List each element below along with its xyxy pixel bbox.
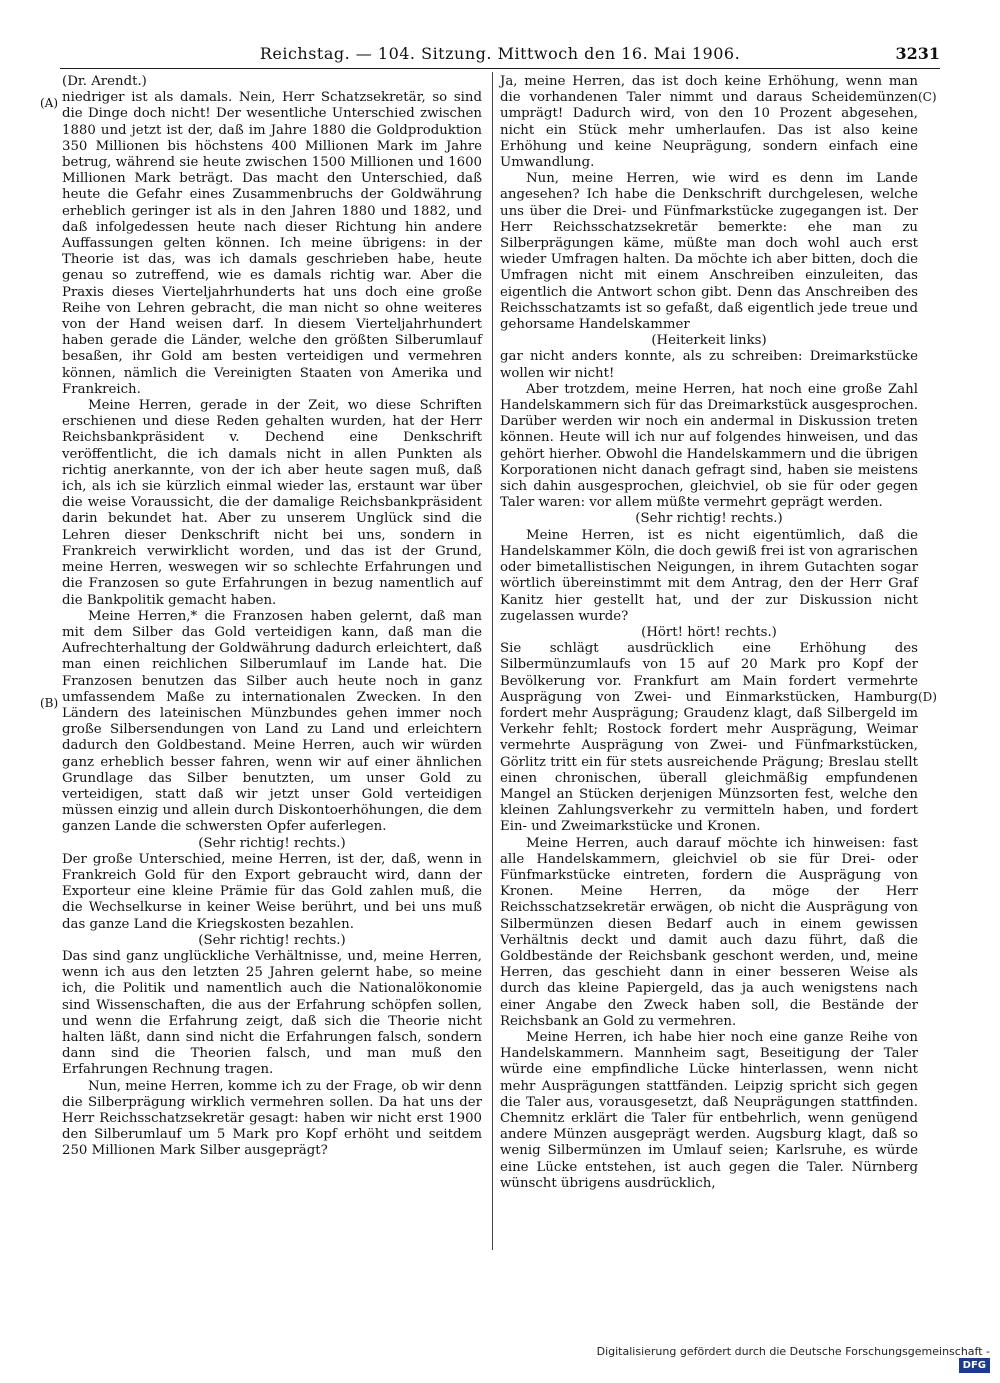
dfg-logo: DFG <box>959 1358 990 1373</box>
paragraph: Meine Herren, ist es nicht eigentümlich, daß die Handelskammer Köln, die doch gewiß frei ist von agrarischen oder bimetallistischen Neigungen, in ihrem Gutachten sogar wörtlich übereinstimmt mit dem Antrag, den der Herr Graf Kanitz hier gestellt hat, und der zur Diskussion nicht zugelassen wurde? <box>500 527 918 624</box>
interjection: (Heiterkeit links) <box>651 333 767 349</box>
paragraph: gar nicht anders konnte, als zu schreiben: Dreimarkstücke wollen wir nicht! <box>500 349 918 381</box>
paragraph: Meine Herren,* die Franzosen haben gelernt, daß man mit dem Silber das Gold verteidigen kann, daß man die Aufrechterhaltung der Goldwährung dadurch erleichtert, daß man einen reichlichen Silberumlauf im Lande hat. Die Franzosen benutzen das Silber auch heute noch in ganz umfassendem Maße zu internationalen Zwecken. In den Ländern des lateinischen Münzbundes gehen immer noch große Silbersendungen von Land zu Land und erleichtern dadurch den Goldbestand. Meine Herren, auch wir würden ganz erheblich besser fahren, wenn wir auf einer ähnlichen Grundlage das Silber benutzten, um unser Gold zu verteidigen, statt daß wir jetzt unser Gold verteidigen müssen einzig und allein durch Diskontoerhöhungen, die dem ganzen Lande die schwersten Opfer auferlegen. <box>62 608 482 835</box>
paragraph: Meine Herren, ich habe hier noch eine ganze Reihe von Handelskammern. Mannheim sagt, Beseitigung der Taler würde eine empfindliche Lücke hinterlassen, wenn nicht mehr Ausprägungen stattfänden. Leipzig spricht sich gegen die Taler aus, vorausgesetzt, daß Neuprägungen stattfinden. Chemnitz erklärt die Taler für entbehrlich, wenn genügend andere Münzen ausgeprägt werden. Augsburg klagt, daß so wenig Silbermünzen im Umlauf seien; Karlsruhe, es würde eine Lücke entstehen, ist auch gegen die Taler. Nürnberg wünscht übrigens ausdrücklich, <box>500 1029 918 1191</box>
page-header <box>60 44 940 70</box>
paragraph: Meine Herren, gerade in der Zeit, wo diese Schriften erschienen und diese Reden gehalten wurden, hat der Herr Reichsbankpräsident v. Dechend eine Denkschrift veröffentlicht, die ich damals nicht in allen Punkten als richtig anerkannte, von der ich aber heute sagen muß, daß ich, als ich sie kürzlich einmal wieder las, erstaunt war über die weise Voraussicht, die der damalige Reichsbankpräsident darin bekundet hat. Aber zu unserem Unglück sind die Lehren dieser Denkschrift nicht bei uns, sondern in Frankreich verwirklicht worden, und das ist der Grund, meine Herren, weswegen wir so schlechte Erfahrungen und die Franzosen so gute Erfahrungen in bezug namentlich auf die Bankpolitik gemacht haben. <box>62 398 482 608</box>
footer-text: Digitalisierung gefördert durch die Deutsche Forschungsgemeinschaft - <box>596 1345 990 1358</box>
paragraph: Der große Unterschied, meine Herren, ist der, daß, wenn in Frankreich Gold für den Export gebraucht wird, dann der Exporteur eine kleine Prämie für das Gold zahlen muß, die die Wechselkurse in keiner Weise berührt, und bei uns muß das ganze Land die Kriegskosten bezahlen. <box>62 851 482 932</box>
page-number: 3231 <box>895 44 940 63</box>
paragraph: Nun, meine Herren, komme ich zu der Frage, ob wir denn die Silberprägung wirklich vermehren sollen. Da hat uns der Herr Reichsschatzsekretär gesagt: haben wir nicht erst 1900 den Silberumlauf um 5 Mark pro Kopf erhöht und seitdem 250 Millionen Mark Silber ausgeprägt? <box>62 1078 482 1159</box>
header-rule <box>60 68 940 69</box>
margin-mark-d: (D) <box>918 690 937 704</box>
interjection: (Sehr richtig! rechts.) <box>635 511 783 527</box>
footer <box>560 1345 990 1371</box>
speaker-name: (Dr. Arendt.) <box>62 74 147 89</box>
right-column <box>500 74 918 1192</box>
paragraph: Aber trotzdem, meine Herren, hat noch eine große Zahl Handelskammern sich für das Dreimarkstück ausgesprochen. Darüber werden wir noch ein andermal in Diskussion treten können. Heute will ich nur auf folgendes hinweisen, und das gehört hierher. Obwohl die Handelskammern und die übrigen Korporationen nicht danach gefragt sind, haben sie meistens sich dahin ausgesprochen, gleichviel, ob sie für oder gegen Taler waren: vor allem müßte vermehrt geprägt werden. <box>500 381 918 511</box>
left-column <box>62 74 482 1160</box>
paragraph: niedriger ist als damals. Nein, Herr Schatzsekretär, so sind die Dinge doch nicht! Der wesentliche Unterschied zwischen 1880 und jetzt ist der, daß im Jahre 1880 die Goldproduktion 350 Millionen bis höchstens 400 Millionen Mark im Jahre betrug, während sie heute zwischen 1500 Millionen und 1600 Millionen Mark beträgt. Das macht den Unterschied, daß heute die Gefahr eines Zusammenbruchs der Goldwährung erheblich geringer ist als in den Jahren 1880 und 1882, und daß infolgedessen heute nach dieser Richtung hin andere Auffassungen gelten können. Ich meine übrigens: in der Theorie ist das, was ich damals geschrieben habe, heute genau so zutreffend, wie es damals richtig war. Aber die Praxis dieses Vierteljahrhunderts hat uns doch eine große Reihe von Lehren gebracht, die man nicht so ohne weiteres von der Hand weisen darf. In diesem Vierteljahrhundert haben gerade die Länder, welche den größten Silberumlauf besaßen, ihr Gold am besten verteidigen und vermehren können, nämlich die Vereinigten Staaten von Amerika und Frankreich. <box>62 90 482 397</box>
margin-mark-b: (B) <box>40 696 59 710</box>
column-divider <box>492 72 493 1250</box>
paragraph: Sie schlägt ausdrücklich eine Erhöhung des Silbermünzumlaufs von 15 auf 20 Mark pro Kopf der Bevölkerung vor. Frankfurt am Main fordert vermehrte Ausprägung von Zwei- und Einmarkstücken, Hamburg fordert mehr Ausprägung; Graudenz klagt, daß Silbergeld im Verkehr fehlt; Rostock fordert mehr Ausprägung, Weimar vermehrte Ausprägung von Zwei- und Fünfmarkstücken, Görlitz tritt ein für stets ausreichende Prägung; Breslau stellt einen chronischen, überall gleichmäßig empfundenen Mangel an Stücken derjenigen Münzsorten fest, welche den kleinen Zahlungsverkehr zu vermitteln haben, und fordert Ein- und Zweimarkstücke und Kronen. <box>500 641 918 835</box>
interjection: (Sehr richtig! rechts.) <box>198 932 346 948</box>
margin-mark-c: (C) <box>918 90 937 104</box>
paragraph: Meine Herren, auch darauf möchte ich hinweisen: fast alle Handelskammern, gleichviel ob sie für Drei- oder Fünfmarkstücke eintreten, fordern die Ausprägung von Kronen. Meine Herren, da möge der Herr Reichsschatzsekretär erwägen, ob nicht die Ausprägung von Silbermünzen diesen Bedarf auch in einem gewissen Verhältnis deckt und damit auch dazu führt, daß die Goldbestände der Reichsbank geschont werden, und, meine Herren, das geschieht dann in einer besseren Weise als durch das kleine Papiergeld, das ja auch wenigstens nach einer Angabe den Zweck haben soll, die Bestände der Reichsbank an Gold zu vermehren. <box>500 835 918 1029</box>
interjection: (Hört! hört! rechts.) <box>641 624 777 640</box>
margin-mark-a: (A) <box>40 96 59 110</box>
paragraph: Das sind ganz unglückliche Verhältnisse, und, meine Herren, wenn ich aus den letzten 25 Jahren gelernt habe, so meine ich, die Politik und namentlich auch die Nationalökonomie sind Wissenschaften, die aus der Erfahrung schöpfen sollen, und wenn die Erfahrung zeigt, daß sich die Theorie nicht halten läßt, dann sind nicht die Erfahrungen falsch, sondern dann sind die Theorien falsch, und man muß den Erfahrungen Rechnung tragen. <box>62 948 482 1078</box>
interjection: (Sehr richtig! rechts.) <box>198 835 346 851</box>
paragraph: Ja, meine Herren, das ist doch keine Erhöhung, wenn man die vorhandenen Taler nimmt und daraus Scheidemünzen umprägt! Dadurch wird, von den 10 Prozent abgesehen, nicht ein Stück mehr umherlaufen. Das ist also keine Erhöhung und keine Neuprägung, sondern einfach eine Umwandlung. <box>500 74 918 171</box>
running-title: Reichstag. — 104. Sitzung. Mittwoch den 16. Mai 1906. <box>259 44 741 63</box>
paragraph: Nun, meine Herren, wie wird es denn im Lande angesehen? Ich habe die Denkschrift durchgelesen, welche uns über die Drei- und Fünfmarkstücke zugegangen ist. Der Herr Reichsschatzsekretär bemerkte: ehe man zu Silberprägungen käme, müßte man doch wohl auch erst wieder Umfragen halten. Da möchte ich aber bitten, doch die Umfragen nicht mit einem Anschreiben einzuleiten, das eigentlich die Antwort schon gibt. Denn das Anschreiben des Reichsschatzamts ist so gefaßt, daß eigentlich jede treue und gehorsame Handelskammer <box>500 171 918 333</box>
